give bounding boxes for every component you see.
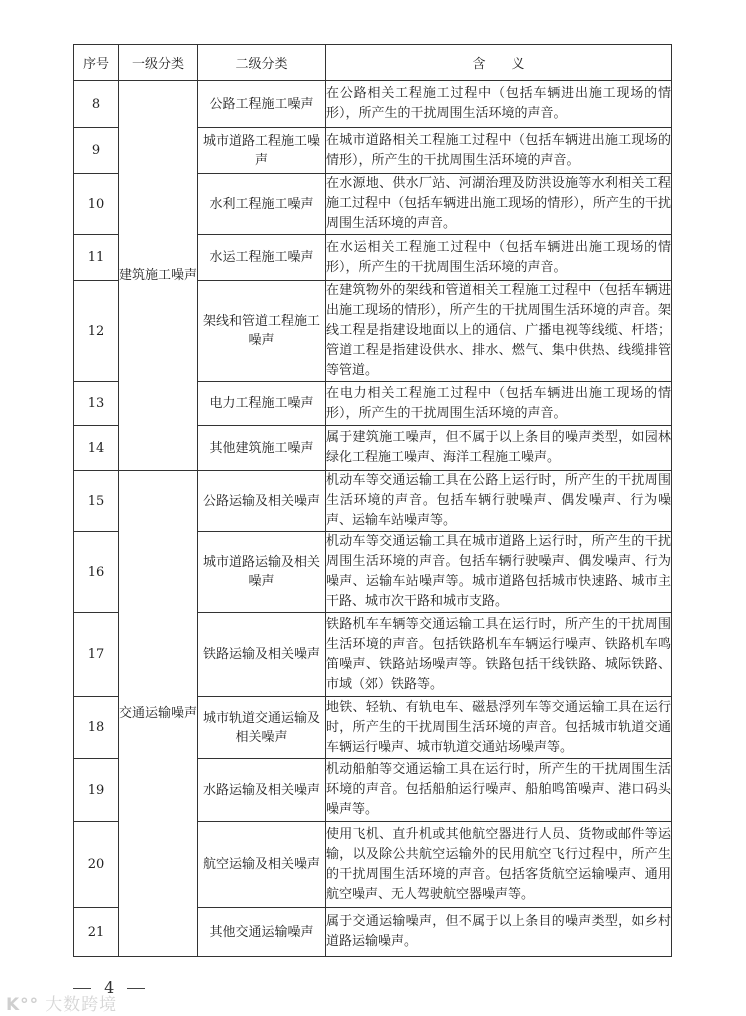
row-index: 20 [74,822,119,908]
row-index: 9 [74,128,119,174]
definition: 在水源地、供水厂站、河湖治理及防洪设施等水利相关工程施工过程中（包括车辆进出施工现场的情形），所产生的干扰周围生活环境的声音。 [326,174,672,235]
definition: 机动船舶等交通运输工具在运行时，所产生的干扰周围生活环境的声音。包括船舶运行噪声、船舶鸣笛噪声、港口码头噪声等。 [326,759,672,822]
page-number: 4 [104,978,115,997]
level2-category: 城市道路运输及相关噪声 [198,532,326,613]
watermark-text: 大数跨境 [45,995,118,1015]
table-row [74,81,672,128]
level2-category: 城市轨道交通运输及相关噪声 [198,697,326,759]
row-index: 11 [74,235,119,281]
header-level2: 二级分类 [198,45,326,81]
row-index: 10 [74,174,119,235]
level2-category: 水路运输及相关噪声 [198,759,326,822]
watermark-logo-icon: K°° [6,995,40,1015]
row-index: 17 [74,613,119,697]
level2-category: 公路工程施工噪声 [198,81,326,128]
definition: 在水运相关工程施工过程中（包括车辆进出施工现场的情形），所产生的干扰周围生活环境的声音。 [326,235,672,281]
row-index: 12 [74,281,119,382]
dash-left [73,988,91,989]
level2-category: 水利工程施工噪声 [198,174,326,235]
level1-category: 交通运输噪声 [119,471,198,957]
level2-category: 其他建筑施工噪声 [198,426,326,471]
definition: 机动车等交通运输工具在公路上运行时，所产生的干扰周围生活环境的声音。包括车辆行驶噪声、偶发噪声、行为噪声、运输车站噪声等。 [326,471,672,532]
watermark [6,990,117,1015]
row-index: 21 [74,908,119,957]
level2-category: 其他交通运输噪声 [198,908,326,957]
row-index: 15 [74,471,119,532]
row-index: 18 [74,697,119,759]
noise-classification-table [73,44,672,957]
definition: 在建筑物外的架线和管道相关工程施工过程中（包括车辆进出施工现场的情形），所产生的干扰周围生活环境的声音。架线工程是指建设地面以上的通信、广播电视等线缆、杆塔；管道工程是指建设供水、排水、燃气、集中供热、线缆排管等管道。 [326,281,672,382]
level1-category: 建筑施工噪声 [119,81,198,471]
level2-category: 电力工程施工噪声 [198,382,326,426]
level2-category: 架线和管道工程施工噪声 [198,281,326,382]
definition: 在公路相关工程施工过程中（包括车辆进出施工现场的情形），所产生的干扰周围生活环境的声音。 [326,81,672,128]
definition: 铁路机车车辆等交通运输工具在运行时，所产生的干扰周围生活环境的声音。包括铁路机车车辆运行噪声、铁路机车鸣笛噪声、铁路站场噪声等。铁路包括干线铁路、城际铁路、市域（郊）铁路等。 [326,613,672,697]
table-row [74,471,672,532]
level2-category: 城市道路工程施工噪声 [198,128,326,174]
definition: 在城市道路相关工程施工过程中（包括车辆进出施工现场的情形），所产生的干扰周围生活环境的声音。 [326,128,672,174]
definition: 机动车等交通运输工具在城市道路上运行时，所产生的干扰周围生活环境的声音。包括车辆行驶噪声、偶发噪声、行为噪声、运输车站噪声等。城市道路包括城市快速路、城市主干路、城市次干路和城市支路。 [326,532,672,613]
row-index: 8 [74,81,119,128]
definition: 使用飞机、直升机或其他航空器进行人员、货物或邮件等运输，以及除公共航空运输外的民用航空飞行过程中，所产生的干扰周围生活环境的声音。包括客货航空运输噪声、通用航空噪声、无人驾驶航空器噪声等。 [326,822,672,908]
level2-category: 航空运输及相关噪声 [198,822,326,908]
level2-category: 水运工程施工噪声 [198,235,326,281]
definition: 在电力相关工程施工过程中（包括车辆进出施工现场的情形），所产生的干扰周围生活环境的声音。 [326,382,672,426]
header-index: 序号 [74,45,119,81]
header-definition: 含 义 [326,45,672,81]
row-index: 14 [74,426,119,471]
dash-right [127,988,145,989]
level2-category: 铁路运输及相关噪声 [198,613,326,697]
definition: 属于交通运输噪声，但不属于以上条目的噪声类型，如乡村道路运输噪声。 [326,908,672,957]
row-index: 16 [74,532,119,613]
level2-category: 公路运输及相关噪声 [198,471,326,532]
definition: 属于建筑施工噪声，但不属于以上条目的噪声类型，如园林绿化工程施工噪声、海洋工程施工噪声。 [326,426,672,471]
table-header-row [74,45,672,81]
header-level1: 一级分类 [119,45,198,81]
row-index: 19 [74,759,119,822]
definition: 地铁、轻轨、有轨电车、磁悬浮列车等交通运输工具在运行时，所产生的干扰周围生活环境的声音。包括城市轨道交通车辆运行噪声、城市轨道交通站场噪声等。 [326,697,672,759]
row-index: 13 [74,382,119,426]
